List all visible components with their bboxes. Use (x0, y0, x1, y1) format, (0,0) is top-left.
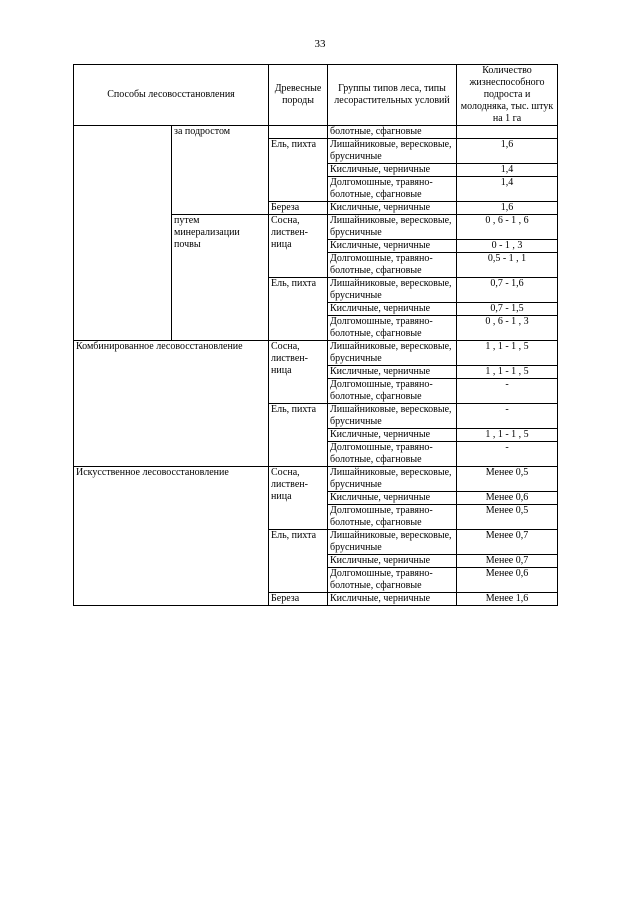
quantity-cell: 1 , 1 - 1 , 5 (457, 429, 558, 442)
quantity-cell: Менее 1,6 (457, 593, 558, 606)
species-pine-larch: Сосна, листвен-ница (269, 467, 328, 530)
quantity-cell: Менее 0,7 (457, 530, 558, 555)
forest-type-cell: Долгомошные, травяно-болотные, сфагновые (328, 316, 457, 341)
forest-type-cell: Долгомошные, травяно-болотные, сфагновые (328, 505, 457, 530)
method-under-growth: за подростом (172, 126, 269, 215)
quantity-cell: 0,5 - 1 , 1 (457, 253, 558, 278)
quantity-cell: Менее 0,7 (457, 555, 558, 568)
forest-type-cell: Лишайниковые, вересковые, брусничные (328, 404, 457, 429)
forest-type-cell: Лишайниковые, вересковые, брусничные (328, 215, 457, 240)
forest-type-cell: Кисличные, черничные (328, 429, 457, 442)
quantity-cell: Менее 0,5 (457, 505, 558, 530)
header-method: Способы лесовосстановления (74, 65, 269, 126)
forest-type-cell: Кисличные, черничные (328, 303, 457, 316)
forest-type-cell: Лишайниковые, вересковые, брусничные (328, 341, 457, 366)
forest-type-cell: Кисличные, черничные (328, 555, 457, 568)
header-quantity: Количество жизнеспособного подроста и молодняка, тыс. штук на 1 га (457, 65, 558, 126)
page-number: 33 (314, 38, 326, 50)
forest-type-cell: Долгомошные, травяно-болотные, сфагновые (328, 568, 457, 593)
forest-type-cell: Долгомошные, травяно-болотные, сфагновые (328, 177, 457, 202)
quantity-cell: 1,4 (457, 164, 558, 177)
quantity-cell (457, 126, 558, 139)
species-birch: Береза (269, 593, 328, 606)
forest-type-cell: Кисличные, черничные (328, 240, 457, 253)
quantity-cell: 0,7 - 1,6 (457, 278, 558, 303)
quantity-cell: 1 , 1 - 1 , 5 (457, 341, 558, 366)
table-row (74, 341, 558, 366)
quantity-cell: 1,4 (457, 177, 558, 202)
species-spruce-fir: Ель, пихта (269, 139, 328, 202)
header-forest-types: Группы типов леса, типы лесорастительных условий (328, 65, 457, 126)
forest-type-cell: Кисличные, черничные (328, 164, 457, 177)
method-mineralization: путем минерализации почвы (172, 215, 269, 341)
species-pine-larch: Сосна, листвен-ница (269, 341, 328, 404)
forest-type-cell: болотные, сфагновые (328, 126, 457, 139)
species-spruce-fir: Ель, пихта (269, 278, 328, 341)
quantity-cell: 1,6 (457, 202, 558, 215)
forest-type-cell: Долгомошные, травяно-болотные, сфагновые (328, 379, 457, 404)
species-birch: Береза (269, 202, 328, 215)
species-cell-empty (269, 126, 328, 139)
species-spruce-fir: Ель, пихта (269, 404, 328, 467)
quantity-cell: 1 , 1 - 1 , 5 (457, 366, 558, 379)
table-row (74, 126, 558, 139)
quantity-cell: - (457, 379, 558, 404)
forest-type-cell: Кисличные, черничные (328, 202, 457, 215)
forest-type-cell: Лишайниковые, вересковые, брусничные (328, 278, 457, 303)
method-combined: Комбинированное лесовосстановление (74, 341, 269, 467)
quantity-cell: Менее 0,6 (457, 568, 558, 593)
forest-type-cell: Лишайниковые, вересковые, брусничные (328, 467, 457, 492)
reforestation-table (73, 64, 558, 606)
quantity-cell: - (457, 442, 558, 467)
table-row (74, 467, 558, 492)
forest-type-cell: Лишайниковые, вересковые, брусничные (328, 139, 457, 164)
forest-type-cell: Кисличные, черничные (328, 593, 457, 606)
forest-type-cell: Лишайниковые, вересковые, брусничные (328, 530, 457, 555)
species-pine-larch: Сосна, листвен-ница (269, 215, 328, 278)
quantity-cell: 1,6 (457, 139, 558, 164)
quantity-cell: - (457, 404, 558, 429)
method-artificial: Искусственное лесовосстановление (74, 467, 269, 606)
quantity-cell: 0 , 6 - 1 , 6 (457, 215, 558, 240)
quantity-cell: 0 , 6 - 1 , 3 (457, 316, 558, 341)
header-species: Древесные породы (269, 65, 328, 126)
forest-type-cell: Кисличные, черничные (328, 492, 457, 505)
forest-type-cell: Долгомошные, травяно-болотные, сфагновые (328, 442, 457, 467)
quantity-cell: 0 - 1 , 3 (457, 240, 558, 253)
species-spruce-fir: Ель, пихта (269, 530, 328, 593)
method-cell-empty (74, 126, 172, 341)
forest-type-cell: Долгомошные, травяно-болотные, сфагновые (328, 253, 457, 278)
forest-type-cell: Кисличные, черничные (328, 366, 457, 379)
quantity-cell: Менее 0,6 (457, 492, 558, 505)
quantity-cell: Менее 0,5 (457, 467, 558, 492)
header-row (74, 65, 558, 126)
quantity-cell: 0,7 - 1,5 (457, 303, 558, 316)
